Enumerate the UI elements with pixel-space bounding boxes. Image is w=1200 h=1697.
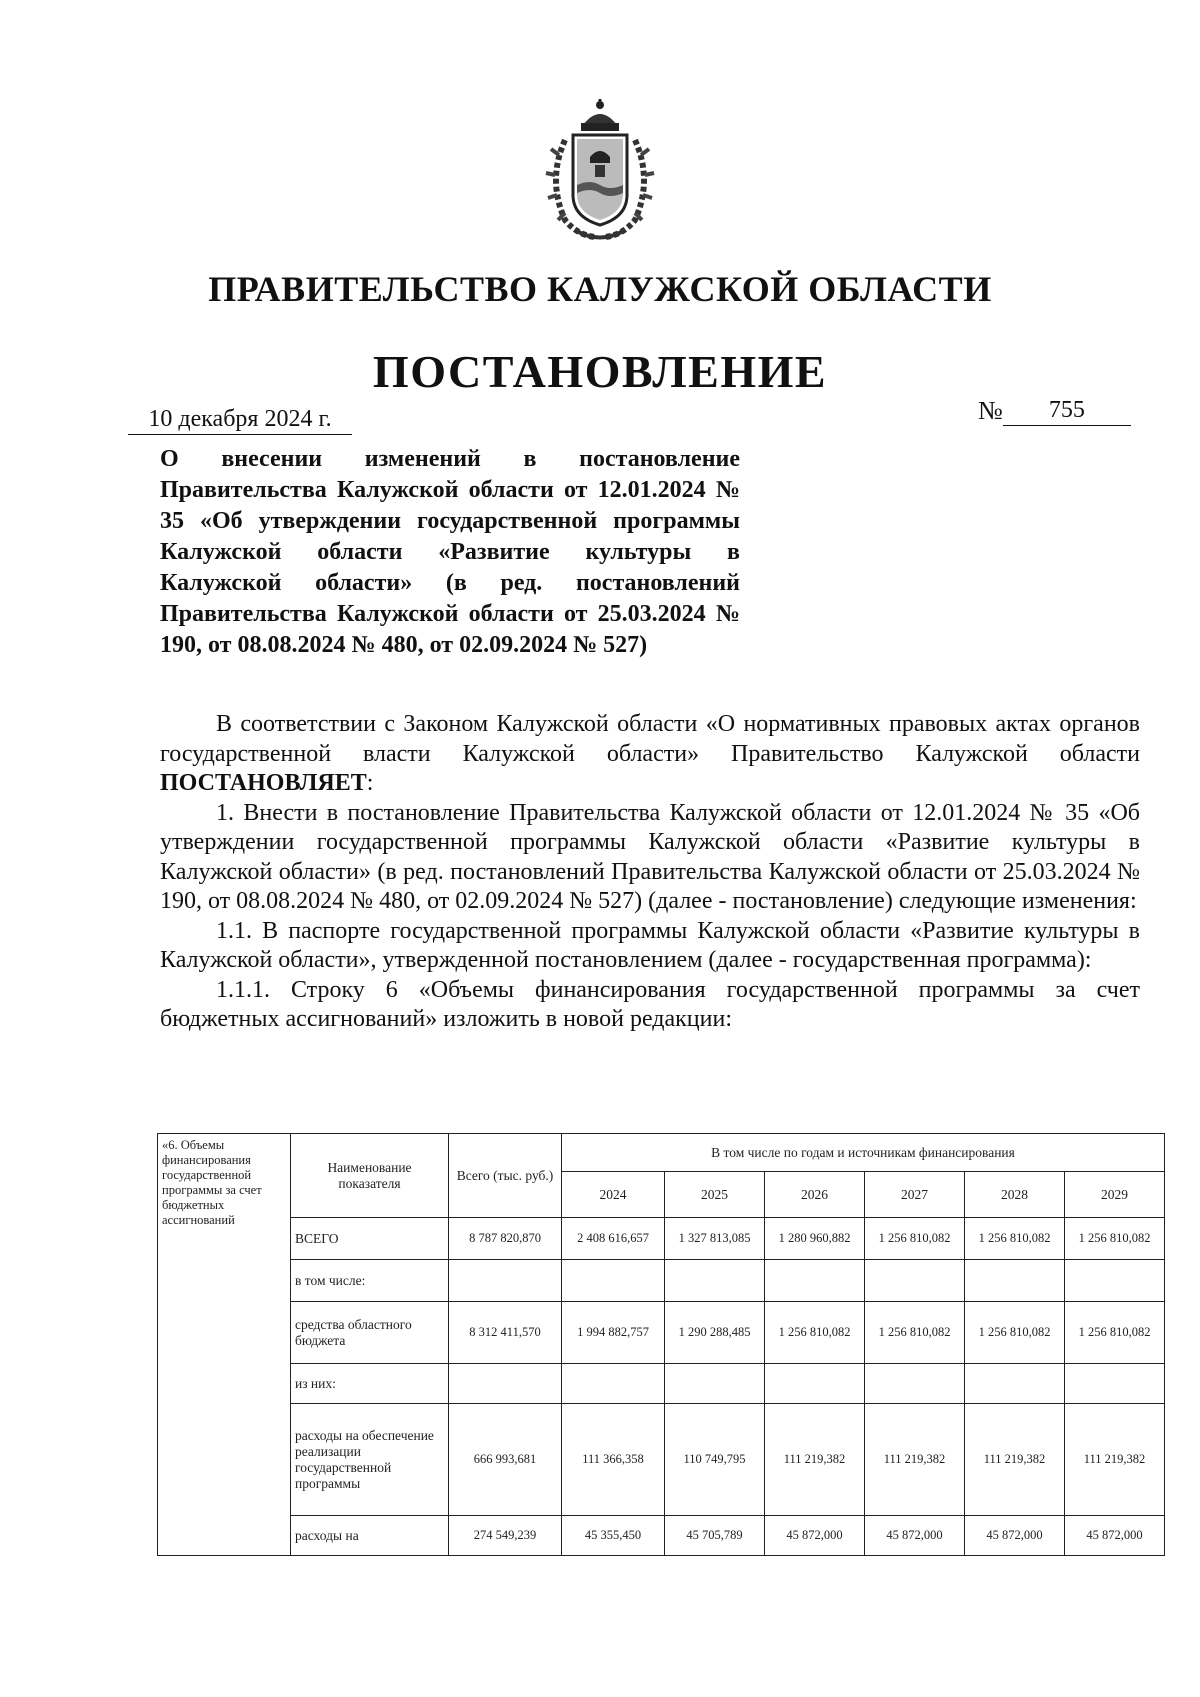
item-1-1-paragraph: 1.1. В паспорте государственной программы Калужской области «Развитие культуры в Калужской области», утвержденной постановлением (далее - государственная программа): xyxy=(160,917,1140,973)
row-value xyxy=(765,1260,865,1302)
row-value: 1 994 882,757 xyxy=(562,1302,665,1364)
row-value: 1 256 810,082 xyxy=(965,1302,1065,1364)
decree-body xyxy=(160,710,1140,1035)
row-value xyxy=(865,1364,965,1404)
row-value xyxy=(965,1364,1065,1404)
decree-date: 10 декабря 2024 г. xyxy=(128,406,352,435)
col-header-year: 2029 xyxy=(1065,1172,1165,1218)
col-header-name: Наименование показателя xyxy=(291,1134,449,1218)
government-title: ПРАВИТЕЛЬСТВО КАЛУЖСКОЙ ОБЛАСТИ xyxy=(208,269,992,309)
row-value: 1 256 810,082 xyxy=(1065,1302,1165,1364)
preamble-paragraph xyxy=(160,710,1140,799)
row-value: 1 256 810,082 xyxy=(765,1302,865,1364)
row-value: 111 219,382 xyxy=(765,1404,865,1516)
number-label: № xyxy=(978,396,1003,425)
decree-subject: О внесении изменений в постановление Правительства Калужской области от 12.01.2024 № 35 «Об утверждении государственной программы Калужской области «Развитие культуры в Калужской области» (в ред. постановлений Правительства Калужской области от 25.03.2024 № 190, от 08.08.2024 № 480, от 02.09.2024 № 527) xyxy=(160,446,740,658)
row-value: 1 256 810,082 xyxy=(1065,1218,1165,1260)
row-total: 8 312 411,570 xyxy=(449,1302,562,1364)
row-value xyxy=(562,1364,665,1404)
row-value xyxy=(1065,1364,1165,1404)
row-total: 666 993,681 xyxy=(449,1404,562,1516)
table-row xyxy=(158,1516,1165,1556)
table-row xyxy=(158,1404,1165,1516)
decree-type-title: ПОСТАНОВЛЕНИЕ xyxy=(372,346,828,397)
row-value: 45 355,450 xyxy=(562,1516,665,1556)
row-value xyxy=(765,1364,865,1404)
row-label: из них: xyxy=(291,1364,449,1404)
table-row xyxy=(158,1302,1165,1364)
row-value: 1 256 810,082 xyxy=(865,1218,965,1260)
row-value: 111 366,358 xyxy=(562,1404,665,1516)
col-header-year: 2028 xyxy=(965,1172,1065,1218)
row-value xyxy=(665,1260,765,1302)
decree-number: 755 xyxy=(1003,397,1131,426)
table-row xyxy=(158,1364,1165,1404)
resolves-suffix: : xyxy=(366,770,374,796)
row-label: расходы на обеспечение реализации государственной программы xyxy=(291,1404,449,1516)
row-value: 1 280 960,882 xyxy=(765,1218,865,1260)
financing-table xyxy=(157,1133,1165,1556)
table-row xyxy=(158,1218,1165,1260)
col-header-year: 2027 xyxy=(865,1172,965,1218)
coat-of-arms-emblem xyxy=(535,95,665,245)
row-value: 45 872,000 xyxy=(765,1516,865,1556)
row-label: в том числе: xyxy=(291,1260,449,1302)
col-header-total: Всего (тыс. руб.) xyxy=(449,1134,562,1218)
row-label: средства областного бюджета xyxy=(291,1302,449,1364)
table-row xyxy=(158,1260,1165,1302)
row-value xyxy=(665,1364,765,1404)
row-total xyxy=(449,1260,562,1302)
preamble-text: В соответствии с Законом Калужской области «О нормативных правовых актах органов государственной власти Калужской области» Правительство Калужской области xyxy=(160,711,1140,767)
row-total: 8 787 820,870 xyxy=(449,1218,562,1260)
resolves-word: ПОСТАНОВЛЯЕТ xyxy=(160,770,367,796)
row-value: 45 872,000 xyxy=(865,1516,965,1556)
row-value: 45 872,000 xyxy=(965,1516,1065,1556)
row-value xyxy=(865,1260,965,1302)
row-value: 1 256 810,082 xyxy=(965,1218,1065,1260)
row-label: ВСЕГО xyxy=(291,1218,449,1260)
row-value: 111 219,382 xyxy=(1065,1404,1165,1516)
row-value: 2 408 616,657 xyxy=(562,1218,665,1260)
table-first-col-cell: «6. Объемы финансирования государственной программы за счет бюджетных ассигнований xyxy=(158,1134,291,1556)
row-value xyxy=(1065,1260,1165,1302)
col-header-year: 2026 xyxy=(765,1172,865,1218)
row-value: 1 290 288,485 xyxy=(665,1302,765,1364)
row-value: 1 327 813,085 xyxy=(665,1218,765,1260)
col-header-year: 2024 xyxy=(562,1172,665,1218)
row-value xyxy=(562,1260,665,1302)
decree-number-block xyxy=(978,396,1131,426)
row-value xyxy=(965,1260,1065,1302)
row-value: 110 749,795 xyxy=(665,1404,765,1516)
row-label: расходы на xyxy=(291,1516,449,1556)
row-value: 45 872,000 xyxy=(1065,1516,1165,1556)
row-value: 111 219,382 xyxy=(865,1404,965,1516)
col-header-years-group: В том числе по годам и источникам финансирования xyxy=(562,1134,1165,1172)
item-1-paragraph: 1. Внести в постановление Правительства Калужской области от 12.01.2024 № 35 «Об утверждении государственной программы Калужской области «Развитие культуры в Калужской области» (в ред. постановлений Правительства Калужской области от 25.03.2024 № 190, от 08.08.2024 № 480, от 02.09.2024 № 527) (далее - постановление) следующие изменения: xyxy=(160,799,1140,914)
row-total: 274 549,239 xyxy=(449,1516,562,1556)
item-1-1-1-paragraph: 1.1.1. Строку 6 «Объемы финансирования государственной программы за счет бюджетных ассигнований» изложить в новой редакции: xyxy=(160,976,1140,1032)
row-value: 111 219,382 xyxy=(965,1404,1065,1516)
col-header-year: 2025 xyxy=(665,1172,765,1218)
row-value: 45 705,789 xyxy=(665,1516,765,1556)
row-value: 1 256 810,082 xyxy=(865,1302,965,1364)
row-total xyxy=(449,1364,562,1404)
